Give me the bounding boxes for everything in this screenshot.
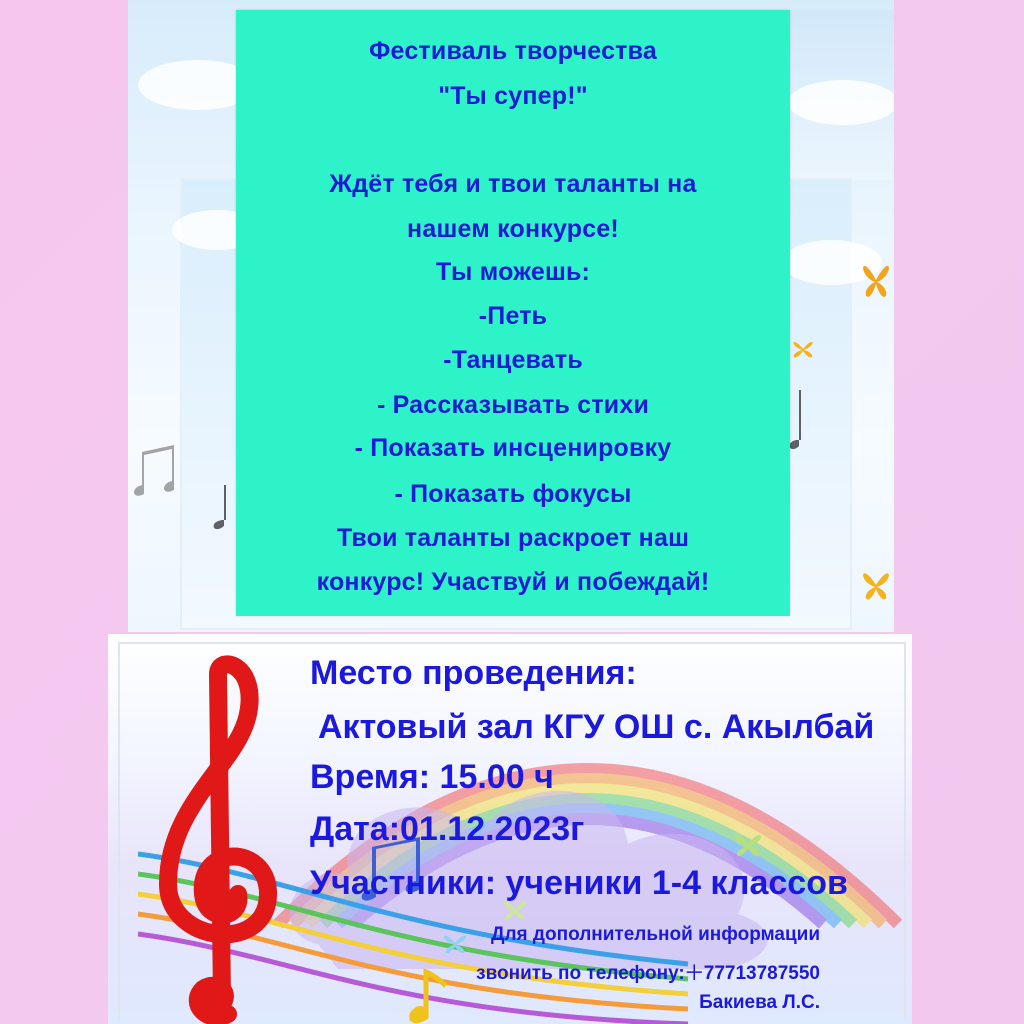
closing-line: конкурс! Участвуй и побеждай! bbox=[316, 568, 710, 596]
event-date: Дата:01.12.2023г bbox=[310, 810, 585, 848]
music-note-icon bbox=[788, 380, 818, 460]
butterfly-icon bbox=[438, 926, 472, 960]
butterfly-icon bbox=[858, 560, 894, 610]
cloud-icon bbox=[788, 80, 894, 125]
closing-line: Твои таланты раскроет наш bbox=[336, 524, 690, 552]
venue-label: Место проведения: bbox=[310, 654, 637, 692]
can-heading: Ты можешь: bbox=[435, 258, 591, 286]
invite-line: нашем конкурсе! bbox=[407, 215, 619, 243]
contact-phone: звонить по телефону:＋77713787550 bbox=[476, 963, 820, 984]
activity-item: - Рассказывать стихи bbox=[376, 391, 650, 419]
venue-value: Актовый зал КГУ ОШ с. Акылбай bbox=[318, 708, 875, 746]
butterfly-icon bbox=[788, 334, 818, 364]
activity-item: -Танцевать bbox=[443, 346, 583, 374]
info-panel bbox=[108, 634, 912, 1024]
event-time: Время: 15.00 ч bbox=[310, 758, 554, 796]
treble-clef-icon bbox=[148, 654, 288, 1024]
event-participants: Участники: ученики 1-4 классов bbox=[310, 864, 848, 902]
butterfly-icon bbox=[858, 250, 894, 310]
contact-name: Бакиева Л.С. bbox=[699, 992, 820, 1013]
music-note-icon bbox=[408, 964, 458, 1024]
festival-subtitle: "Ты супер!" bbox=[438, 82, 588, 110]
festival-title: Фестиваль творчества bbox=[369, 37, 657, 65]
butterfly-icon bbox=[728, 824, 768, 864]
festival-card bbox=[236, 10, 790, 616]
contact-info-line: Для дополнительной информации bbox=[490, 924, 820, 945]
activity-item: - Показать фокусы bbox=[394, 480, 632, 508]
music-note-icon bbox=[132, 440, 182, 500]
invite-line: Ждёт тебя и твои таланты на bbox=[329, 170, 697, 198]
activity-item: - Показать инсценировку bbox=[354, 434, 672, 462]
activity-item: -Петь bbox=[478, 302, 548, 330]
